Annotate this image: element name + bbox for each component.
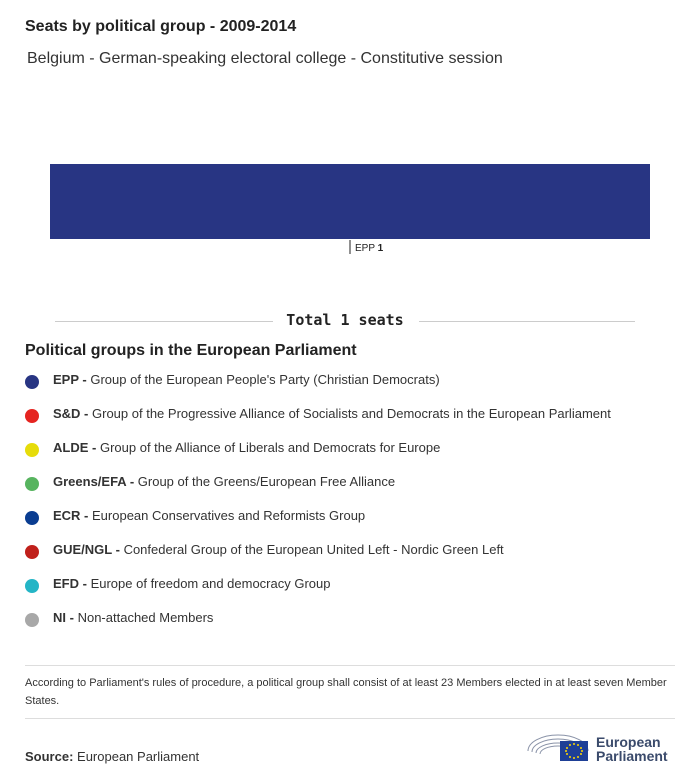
legend-item-gue-ngl xyxy=(25,540,675,574)
legend-item-alde xyxy=(25,438,675,472)
legend-dot xyxy=(25,579,39,593)
legend-abbr: EPP - xyxy=(53,372,87,387)
legend-abbr: EFD - xyxy=(53,576,87,591)
legend-dot xyxy=(25,545,39,559)
legend-name: Group of the European People's Party (Christian Democrats) xyxy=(90,372,440,387)
legend-abbr: NI - xyxy=(53,610,74,625)
european-parliament-logo xyxy=(526,727,676,767)
legend-abbr: ECR - xyxy=(53,508,89,523)
legend-item-ni xyxy=(25,608,675,642)
legend-name: Group of the Greens/European Free Alliance xyxy=(137,474,396,489)
chart-title: Seats by political group - 2009-2014 xyxy=(25,18,297,35)
divider-top xyxy=(25,665,675,666)
legend-title: Political groups in the European Parliament xyxy=(25,342,357,359)
legend xyxy=(25,370,675,642)
source xyxy=(25,749,199,764)
total-seats-label: Total 1 seats xyxy=(286,311,404,329)
legend-abbr: GUE/NGL - xyxy=(53,542,120,557)
legend-name: Group of the Alliance of Liberals and Democrats for Europe xyxy=(99,440,441,455)
divider-bottom xyxy=(25,718,675,719)
legend-item-efd xyxy=(25,574,675,608)
legend-abbr: S&D - xyxy=(53,406,89,421)
seats-bar-chart xyxy=(0,150,700,270)
legend-dot xyxy=(25,477,39,491)
legend-abbr: ALDE - xyxy=(53,440,97,455)
source-label: Source: xyxy=(25,749,74,764)
legend-dot xyxy=(25,443,39,457)
legend-item-sd xyxy=(25,404,675,438)
legend-name: Confederal Group of the European United Left - Nordic Green Left xyxy=(123,542,504,557)
logo-line2: Parliament xyxy=(596,748,668,764)
logo-line1: European xyxy=(596,734,661,750)
legend-name: Non-attached Members xyxy=(77,610,214,625)
legend-dot xyxy=(25,613,39,627)
legend-name: European Conservatives and Reformists Group xyxy=(92,508,366,523)
legend-dot xyxy=(25,511,39,525)
legend-item-ecr xyxy=(25,506,675,540)
legend-dot xyxy=(25,409,39,423)
segment-label: EPP 1 xyxy=(355,243,384,254)
legend-name: Group of the Progressive Alliance of Socialists and Democrats in the European Parliament xyxy=(92,406,611,421)
legend-item-greens-efa xyxy=(25,472,675,506)
legend-abbr: Greens/EFA - xyxy=(53,474,135,489)
source-value: European Parliament xyxy=(77,749,200,764)
bar-segment-epp xyxy=(50,164,650,239)
total-divider-right xyxy=(419,321,635,322)
legend-dot xyxy=(25,375,39,389)
hemicycle-flag-icon xyxy=(526,727,592,767)
chart-subtitle: Belgium - German-speaking electoral college - Constitutive session xyxy=(27,50,503,67)
rules-note: According to Parliament's rules of procedure, a political group shall consist of at least 23 Members elected in at least seven Member States. xyxy=(25,677,667,707)
legend-name: Europe of freedom and democracy Group xyxy=(90,576,331,591)
total-row xyxy=(55,311,635,333)
legend-item-epp xyxy=(25,370,675,404)
